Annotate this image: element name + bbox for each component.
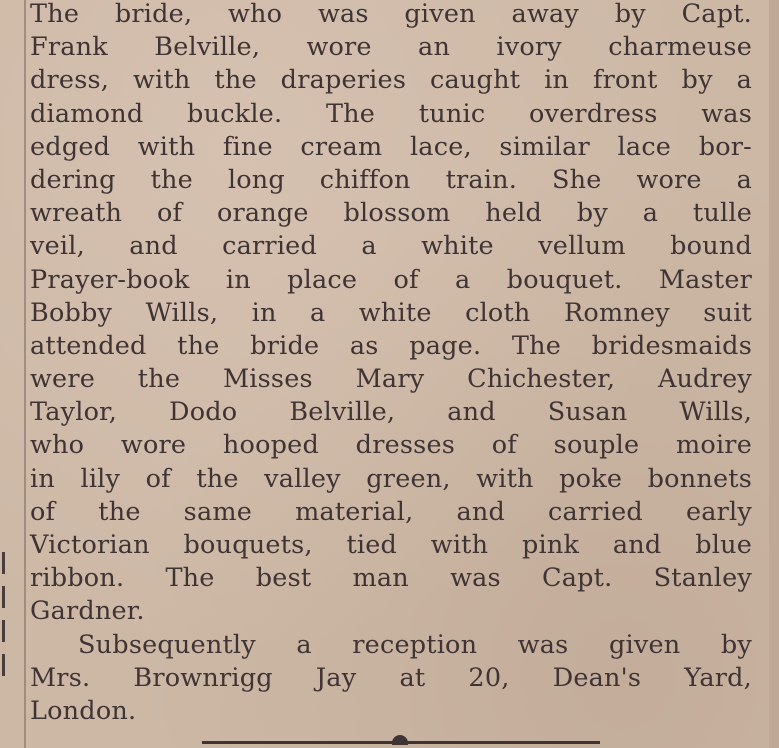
text-line: diamond buckle. The tunic overdress was <box>30 98 752 129</box>
text-line: The bride, who was given away by Capt. <box>30 0 752 29</box>
adjacent-column-fragments <box>0 540 12 730</box>
text-line: London. <box>30 695 137 726</box>
column-rule <box>24 0 26 748</box>
text-line: Prayer-book in place of a bouquet. Master <box>30 264 752 295</box>
paragraph-wedding-description <box>30 0 752 629</box>
text-line: in lily of the valley green, with poke bonnets <box>30 463 752 494</box>
text-line: who wore hooped dresses of souple moire <box>30 430 752 461</box>
column-fragment-mark <box>2 654 5 676</box>
text-line: veil, and carried a white vellum bound <box>30 231 752 262</box>
text-line: ribbon. The best man was Capt. Stanley <box>30 563 752 594</box>
text-line: dress, with the draperies caught in front by a <box>30 65 752 96</box>
paragraph-reception <box>30 629 752 729</box>
text-line: Bobby Wills, in a white cloth Romney suit <box>30 297 752 328</box>
text-line: Gardner. <box>30 596 145 627</box>
column-fragment-mark <box>2 586 5 608</box>
text-line: edged with fine cream lace, similar lace bor- <box>30 131 752 162</box>
text-line: of the same material, and carried early <box>30 496 752 527</box>
column-fragment-mark <box>2 620 5 642</box>
text-line: attended the bride as page. The bridesmaids <box>30 330 752 361</box>
text-line: Subsequently a reception was given by <box>78 629 752 660</box>
text-line: Frank Belville, wore an ivory charmeuse <box>30 32 752 63</box>
text-line: wreath of orange blossom held by a tulle <box>30 198 752 229</box>
divider-ornament <box>392 735 408 745</box>
article-body <box>30 0 752 728</box>
text-line: were the Misses Mary Chichester, Audrey <box>30 364 752 395</box>
text-line: Mrs. Brownrigg Jay at 20, Dean's Yard, <box>30 662 752 693</box>
text-line: dering the long chiffon train. She wore a <box>30 164 752 195</box>
text-line: Victorian bouquets, tied with pink and blue <box>30 530 752 560</box>
clipping-edge <box>769 0 779 748</box>
text-line: Taylor, Dodo Belville, and Susan Wills, <box>30 397 752 428</box>
column-fragment-mark <box>2 552 5 574</box>
